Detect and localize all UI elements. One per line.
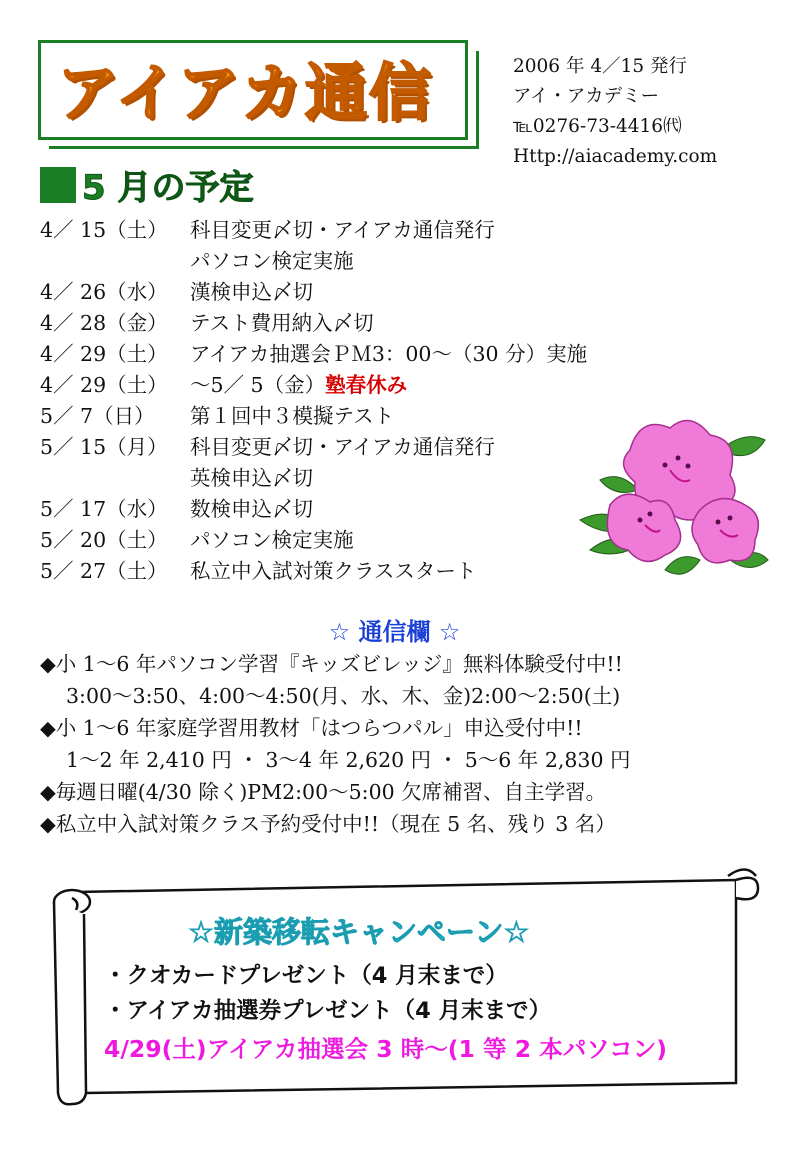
schedule-event-text: ～5／ 5（金） <box>190 373 326 397</box>
issue-info <box>513 52 717 172</box>
schedule-event <box>190 370 407 401</box>
azalea-flower-icon <box>570 410 770 585</box>
news-item-detail: 3:00～3:50、4:00～4:50(月、水、木、金)2:00～2:50(土) <box>66 684 621 708</box>
schedule-date: 5／ 27（土） <box>40 559 168 583</box>
issue-date: 2006 年 4／15 発行 <box>513 56 688 77</box>
schedule-date: 5／ 20（土） <box>40 528 168 552</box>
schedule-list <box>40 215 587 587</box>
schedule-row <box>40 370 587 401</box>
schedule-event: アイアカ抽選会ＰＭ3：00～（30 分）実施 <box>190 342 588 366</box>
schedule-row <box>40 308 587 339</box>
schedule-row <box>40 494 587 525</box>
news-heading: ☆ 通信欄 ☆ <box>328 618 461 646</box>
schedule-row <box>40 339 587 370</box>
schedule-event: 科目変更〆切・アイアカ通信発行 <box>190 435 495 459</box>
schedule-date: 4／ 29（土） <box>40 373 168 397</box>
news-item: ◆毎週日曜(4/30 除く)PM2:00～5:00 欠席補習、自主学習。 <box>40 780 607 804</box>
schedule-event: 科目変更〆切・アイアカ通信発行 <box>190 218 495 242</box>
schedule-row <box>40 215 587 246</box>
newsletter-title: アイアカ通信 <box>57 56 433 129</box>
title-box <box>38 40 468 140</box>
publisher: アイ・アカデミー <box>513 86 660 107</box>
schedule-date <box>40 246 190 277</box>
schedule-date: 5／ 15（月） <box>40 435 168 459</box>
campaign-line-quo-card: ・クオカードプレゼント（4 月末まで） <box>104 963 508 989</box>
schedule-row <box>40 401 587 432</box>
schedule-row <box>40 556 587 587</box>
schedule-row <box>40 277 587 308</box>
schedule-date: 4／ 28（金） <box>40 311 168 335</box>
schedule-event: パソコン検定実施 <box>190 249 354 273</box>
news-item: ◆私立中入試対策クラス予約受付中!!（現在 5 名、残り 3 名） <box>40 812 616 836</box>
schedule-heading-text: 5 月の予定 <box>82 168 254 208</box>
schedule-date: 4／ 29（土） <box>40 342 168 366</box>
schedule-event: パソコン検定実施 <box>190 528 354 552</box>
heading-square-icon <box>40 167 76 203</box>
schedule-date: 5／ 7（日） <box>40 404 155 428</box>
telephone: ℡0276-73-4416㈹ <box>513 116 682 137</box>
website-url[interactable]: Http://aiacademy.com <box>513 146 718 167</box>
news-item-detail: 1～2 年 2,410 円 ・ 3～4 年 2,620 円 ・ 5～6 年 2,830 円 <box>66 748 631 772</box>
schedule-date: 5／ 17（水） <box>40 497 168 521</box>
schedule-event: 第１回中３模擬テスト <box>190 404 395 428</box>
schedule-date <box>40 463 190 494</box>
campaign-line-lottery-ticket: ・アイアカ抽選券プレゼント（4 月末まで） <box>104 998 552 1024</box>
schedule-row <box>40 525 587 556</box>
schedule-date: 4／ 15（土） <box>40 218 168 242</box>
schedule-row <box>40 463 587 494</box>
schedule-event: テスト費用納入〆切 <box>190 311 374 335</box>
schedule-date: 4／ 26（水） <box>40 280 168 304</box>
spring-break-label: 塾春休み <box>325 373 408 397</box>
schedule-event: 英検申込〆切 <box>190 466 313 490</box>
schedule-event: 私立中入試対策クラススタート <box>190 559 477 583</box>
schedule-row <box>40 246 587 277</box>
schedule-row <box>40 432 587 463</box>
news-item: ◆小 1～6 年パソコン学習『キッズビレッジ』無料体験受付中!! <box>40 652 623 676</box>
campaign-line-lottery-event: 4/29(土)アイアカ抽選会 3 時～(1 等 2 本パソコン) <box>104 1035 668 1063</box>
campaign-title: ☆新築移転キャンペーン☆ <box>188 915 530 949</box>
schedule-heading <box>40 160 254 209</box>
schedule-event: 漢検申込〆切 <box>190 280 313 304</box>
news-list <box>40 648 631 840</box>
news-item: ◆小 1～6 年家庭学習用教材「はつらつパル」申込受付中!! <box>40 716 583 740</box>
schedule-event: 数検申込〆切 <box>190 497 313 521</box>
